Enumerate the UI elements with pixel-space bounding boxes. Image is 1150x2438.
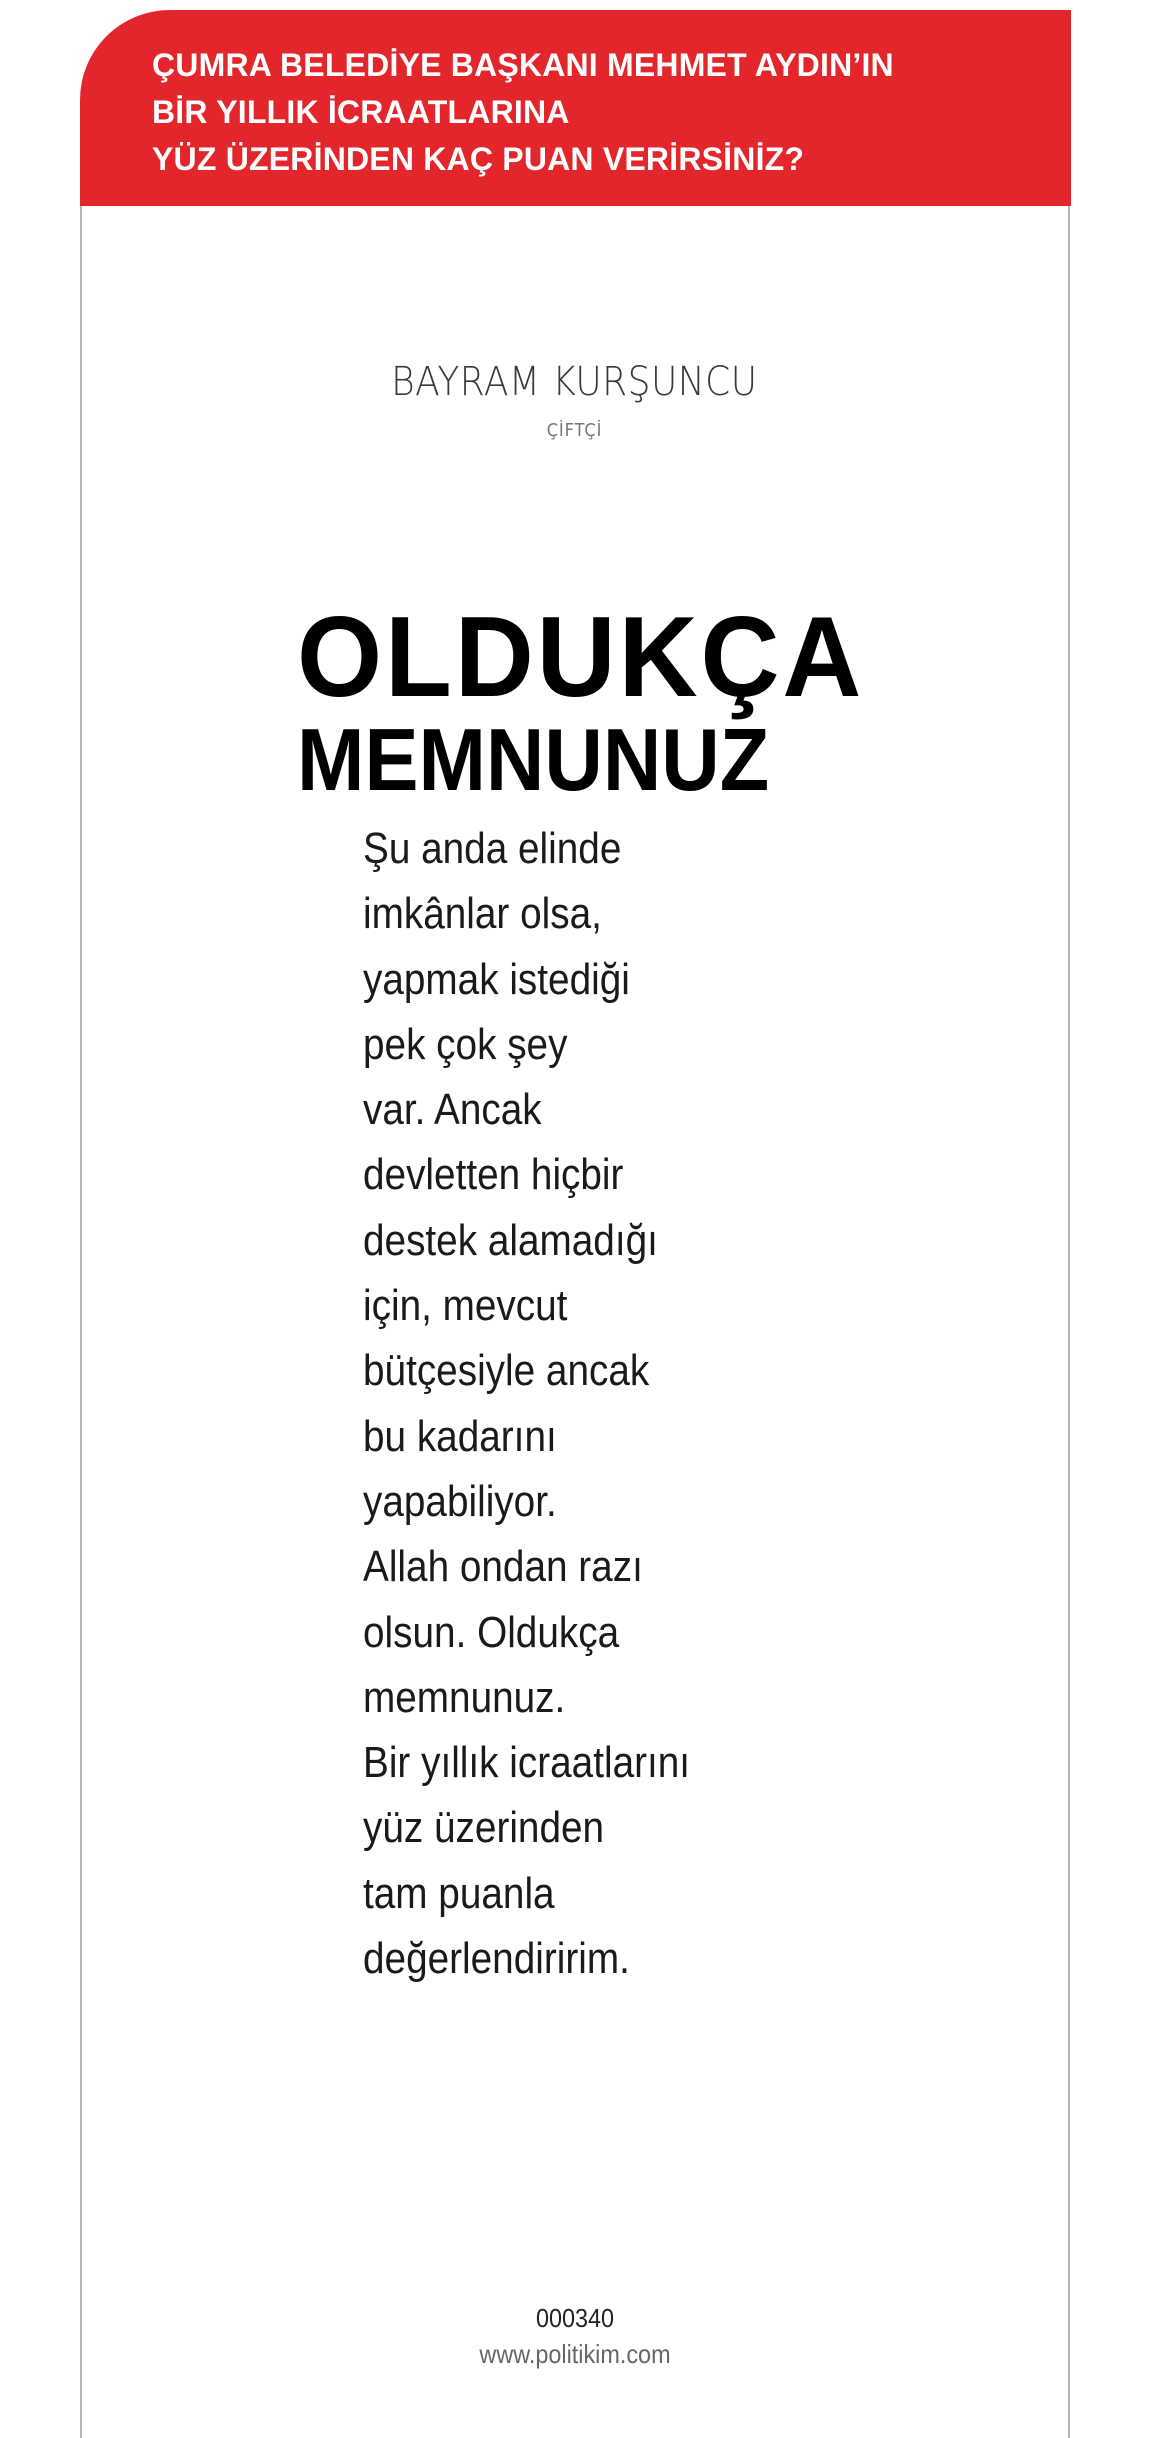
body-line: yapabiliyor. xyxy=(363,1476,557,1526)
body-line: Bir yıllık icraatlarını xyxy=(363,1738,691,1788)
quote-body xyxy=(363,816,783,1991)
body-line: bütçesiyle ancak xyxy=(363,1346,650,1396)
body-line: devletten hiçbir xyxy=(363,1150,624,1200)
header-line: BİR YILLIK İCRAATLARINA xyxy=(152,94,570,130)
body-line: memnunuz. xyxy=(363,1672,566,1722)
body-line: yüz üzerinden xyxy=(363,1803,605,1853)
header-line: YÜZ ÜZERİNDEN KAÇ PUAN VERİRSİNİZ? xyxy=(152,141,805,177)
body-line: destek alamadığı xyxy=(363,1215,658,1265)
body-line: Allah ondan razı xyxy=(363,1542,643,1592)
body-line: tam puanla xyxy=(363,1868,555,1918)
body-line: imkânlar olsa, xyxy=(363,889,602,939)
body-line: bu kadarını xyxy=(363,1411,557,1461)
body-line: yapmak istediği xyxy=(363,954,630,1004)
body-line: olsun. Oldukça xyxy=(363,1607,620,1657)
headline-line-2: MEMNUNUZ xyxy=(297,710,770,809)
person-role: ÇİFTÇİ xyxy=(546,420,603,441)
body-line: için, mevcut xyxy=(363,1281,568,1331)
footer-code: 000340 xyxy=(535,2303,615,2333)
footer-url: www.politikim.com xyxy=(479,2339,671,2369)
body-line: değerlendiririm. xyxy=(363,1934,630,1984)
header-line: ÇUMRA BELEDİYE BAŞKANI MEHMET AYDIN’IN xyxy=(152,47,894,83)
body-line: Şu anda elinde xyxy=(363,824,622,873)
header-band xyxy=(80,10,1071,206)
body-line: var. Ancak xyxy=(363,1085,542,1135)
headline-line-1: OLDUKÇA xyxy=(297,594,865,721)
body-line: pek çok şey xyxy=(363,1019,568,1069)
person-name: BAYRAM KURŞUNCU xyxy=(391,359,758,405)
